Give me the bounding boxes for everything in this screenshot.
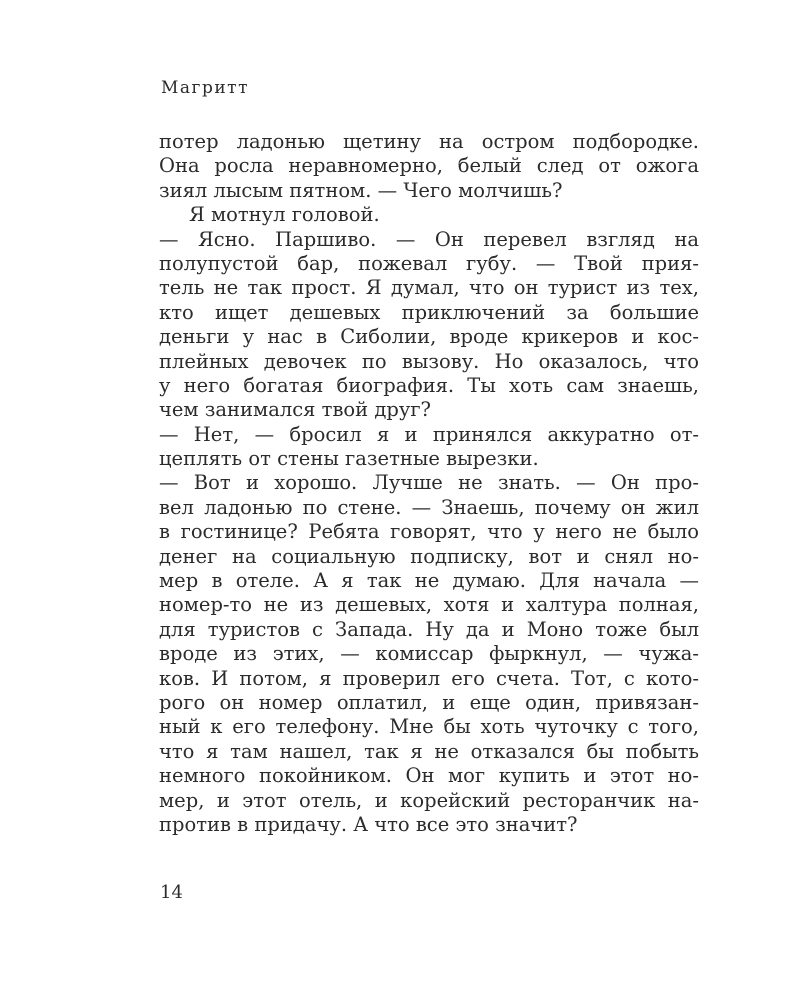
text-line: — Вот и хорошо. Лучше не знать. — Он про- (159, 471, 699, 495)
text-line: у него богатая биография. Ты хоть сам знаешь, (159, 373, 699, 397)
text-line: вел ладонью по стене. — Знаешь, почему он жил (159, 495, 699, 519)
running-head: Магритт (161, 78, 249, 98)
text-line: Она росла неравномерно, белый след от ожога (159, 154, 699, 178)
text-line: кто ищет дешевых приключений за большие (159, 300, 699, 324)
text-line: денег на социальную подписку, вот и снял но- (159, 544, 699, 568)
text-line: мер в отеле. А я так не думаю. Для начала — (159, 569, 699, 593)
page-number: 14 (160, 882, 183, 903)
text-line: ный к его телефону. Мне бы хоть чуточку с того, (159, 715, 699, 739)
text-line: — Нет, — бросил я и принялся аккуратно от- (159, 422, 699, 446)
text-line: ков. И потом, я проверил его счета. Тот, с кото- (159, 666, 699, 690)
body-text (159, 130, 699, 837)
text-line: в гостинице? Ребята говорят, что у него не было (159, 520, 699, 544)
text-line: деньги у нас в Сиболии, вроде крикеров и кос- (159, 325, 699, 349)
text-line: Я мотнул головой. (189, 203, 380, 227)
text-line: тель не так прост. Я думал, что он турист из тех, (159, 276, 699, 300)
text-line: немного покойником. Он мог купить и этот но- (159, 764, 699, 788)
text-line: мер, и этот отель, и корейский ресторанчик на- (159, 788, 699, 812)
text-line: против в придачу. А что все это значит? (159, 812, 578, 836)
text-line: вроде из этих, — комиссар фыркнул, — чужа- (159, 642, 699, 666)
text-line: потер ладонью щетину на остром подбородке. (159, 130, 699, 153)
text-line: цеплять от стены газетные вырезки. (159, 447, 539, 471)
text-line: чем занимался твой друг? (159, 398, 431, 422)
text-line: для туристов с Запада. Ну да и Моно тоже был (159, 617, 699, 641)
text-line: номер-то не из дешевых, хотя и халтура полная, (159, 593, 699, 617)
text-line: — Ясно. Паршиво. — Он перевел взгляд на (159, 227, 699, 251)
text-line: что я там нашел, так я не отказался бы побыть (159, 739, 699, 763)
text-line: рого он номер оплатил, и еще один, привязан- (159, 690, 699, 714)
text-line: полупустой бар, пожевал губу. — Твой прия- (159, 251, 699, 275)
text-line: зиял лысым пятном. — Чего молчишь? (159, 178, 563, 202)
text-line: плейных девочек по вызову. Но оказалось, что (159, 349, 699, 373)
